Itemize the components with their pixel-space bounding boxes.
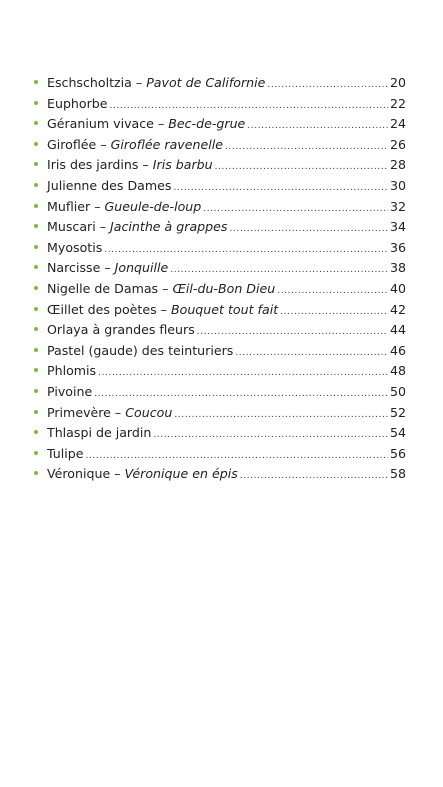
entry-alt-name: Œil-du-Bon Dieu (172, 280, 276, 296)
toc-entry[interactable] (34, 135, 406, 156)
dot-leader (225, 137, 388, 158)
entry-separator: – (110, 404, 126, 420)
entry-title (47, 238, 102, 259)
page-number: 54 (389, 425, 406, 441)
entry-separator: – (158, 280, 173, 296)
toc-entry[interactable] (34, 300, 406, 321)
entry-alt-name: Coucou (125, 404, 173, 420)
entry-name: Narcisse (47, 260, 101, 276)
entry-title (47, 73, 265, 94)
entry-separator: – (90, 198, 105, 214)
dot-leader (86, 446, 388, 467)
entry-name: Primevère (47, 404, 111, 420)
entry-title (47, 94, 108, 115)
entry-alt-name: Giroflée ravenelle (110, 136, 223, 152)
bullet-icon (34, 121, 38, 125)
bullet-icon (34, 327, 38, 331)
toc-entry[interactable] (34, 238, 406, 259)
toc-entry[interactable] (34, 403, 406, 424)
entry-name: Œillet des poètes (47, 301, 157, 317)
entry-title (47, 114, 245, 135)
dot-leader (229, 219, 388, 240)
toc-entry[interactable] (34, 320, 406, 341)
entry-alt-name: Gueule-de-loup (104, 198, 202, 214)
entry-separator: – (156, 301, 171, 317)
entry-separator: – (110, 466, 125, 482)
entry-title (47, 382, 92, 403)
dot-leader (110, 96, 388, 117)
entry-title (47, 300, 278, 321)
entry-name: Géranium vivace (47, 116, 154, 132)
page-number: 52 (389, 404, 406, 420)
dot-leader (240, 466, 388, 487)
bullet-icon (34, 204, 38, 208)
toc-entry[interactable] (34, 382, 406, 403)
table-of-contents (34, 73, 406, 485)
entry-title (47, 176, 171, 197)
entry-title (47, 279, 275, 300)
entry-name: Myosotis (47, 239, 103, 255)
page-number: 22 (389, 95, 406, 111)
dot-leader (203, 199, 388, 220)
page-number: 42 (389, 301, 406, 317)
toc-entry[interactable] (34, 341, 406, 362)
bullet-icon (34, 142, 38, 146)
toc-entry[interactable] (34, 94, 406, 115)
toc-entry[interactable] (34, 176, 406, 197)
bullet-icon (34, 368, 38, 372)
entry-name: Thlaspi de jardin (47, 425, 152, 441)
page-number: 46 (389, 342, 406, 358)
entry-name: Tulipe (47, 445, 84, 461)
entry-alt-name: Jacinthe à grappes (110, 219, 228, 235)
entry-name: Julienne des Dames (47, 177, 172, 193)
bullet-icon (34, 101, 38, 105)
entry-name: Iris des jardins (47, 157, 139, 173)
entry-separator: – (153, 116, 169, 132)
bullet-icon (34, 410, 38, 414)
entry-name: Nigelle de Damas (47, 280, 159, 296)
entry-title (47, 361, 96, 382)
bullet-icon (34, 183, 38, 187)
page-number: 50 (389, 383, 406, 399)
entry-name: Pastel (gaude) des teinturiers (47, 342, 234, 358)
toc-entry[interactable] (34, 464, 406, 485)
entry-separator: – (100, 260, 115, 276)
entry-name: Pivoine (47, 383, 93, 399)
entry-title (47, 444, 84, 465)
toc-entry[interactable] (34, 217, 406, 238)
entry-alt-name: Iris barbu (152, 157, 213, 173)
toc-entry[interactable] (34, 73, 406, 94)
dot-leader (170, 260, 388, 281)
entry-name: Eschscholtzia (47, 75, 132, 90)
bullet-icon (34, 348, 38, 352)
entry-title (47, 341, 233, 362)
entry-name: Muscari (47, 219, 96, 235)
entry-separator: – (138, 157, 153, 173)
page-number: 40 (389, 280, 406, 296)
bullet-icon (34, 245, 38, 249)
toc-entry[interactable] (34, 444, 406, 465)
page-number: 36 (389, 239, 406, 255)
dot-leader (173, 178, 388, 199)
dot-leader (235, 343, 388, 364)
page-number: 38 (389, 260, 406, 276)
page-number: 20 (389, 75, 406, 90)
entry-title (47, 197, 201, 218)
page-number: 34 (389, 219, 406, 235)
toc-entry[interactable] (34, 155, 406, 176)
entry-title (47, 258, 168, 279)
entry-alt-name: Véronique en épis (124, 466, 238, 482)
toc-entry[interactable] (34, 197, 406, 218)
dot-leader (277, 281, 388, 302)
bullet-icon (34, 80, 38, 84)
page-number: 26 (389, 136, 406, 152)
dot-leader (280, 302, 388, 323)
entry-title (47, 155, 213, 176)
entry-name: Giroflée (47, 136, 97, 152)
toc-entry[interactable] (34, 258, 406, 279)
bullet-icon (34, 162, 38, 166)
bullet-icon (34, 286, 38, 290)
dot-leader (94, 384, 388, 405)
dot-leader (104, 240, 388, 261)
page-number: 30 (389, 177, 406, 193)
entry-alt-name: Bouquet tout fait (170, 301, 279, 317)
entry-title (47, 403, 172, 424)
toc-entry[interactable] (34, 361, 406, 382)
toc-entry[interactable] (34, 423, 406, 444)
dot-leader (197, 322, 388, 343)
page-number: 56 (389, 445, 406, 461)
entry-title (47, 464, 238, 485)
page-number: 44 (389, 322, 406, 338)
bullet-icon (34, 389, 38, 393)
bullet-icon (34, 265, 38, 269)
entry-alt-name: Jonquille (114, 260, 169, 276)
dot-leader (215, 157, 388, 178)
dot-leader (267, 75, 388, 96)
page-number: 28 (389, 157, 406, 173)
dot-leader (174, 405, 388, 426)
dot-leader (247, 116, 388, 137)
entry-name: Phlomis (47, 363, 97, 379)
entry-name: Orlaya à grandes fleurs (47, 322, 195, 338)
toc-entry[interactable] (34, 114, 406, 135)
entry-separator: – (95, 219, 111, 235)
entry-separator: – (131, 75, 147, 90)
entry-name: Euphorbe (47, 95, 108, 111)
dot-leader (153, 425, 388, 446)
page-number: 32 (389, 198, 406, 214)
page-number: 58 (389, 466, 406, 482)
bullet-icon (34, 224, 38, 228)
bullet-icon (34, 307, 38, 311)
entry-separator: – (96, 136, 111, 152)
entry-title (47, 423, 151, 444)
entry-title (47, 320, 195, 341)
bullet-icon (34, 430, 38, 434)
entry-alt-name: Pavot de Californie (146, 75, 266, 90)
toc-entry[interactable] (34, 279, 406, 300)
entry-title (47, 135, 223, 156)
entry-name: Véronique (47, 466, 111, 482)
entry-alt-name: Bec-de-grue (168, 116, 246, 132)
bullet-icon (34, 471, 38, 475)
page-number: 48 (389, 363, 406, 379)
bullet-icon (34, 451, 38, 455)
page-number: 24 (389, 116, 406, 132)
entry-title (47, 217, 227, 238)
entry-name: Muflier (47, 198, 91, 214)
dot-leader (98, 363, 388, 384)
